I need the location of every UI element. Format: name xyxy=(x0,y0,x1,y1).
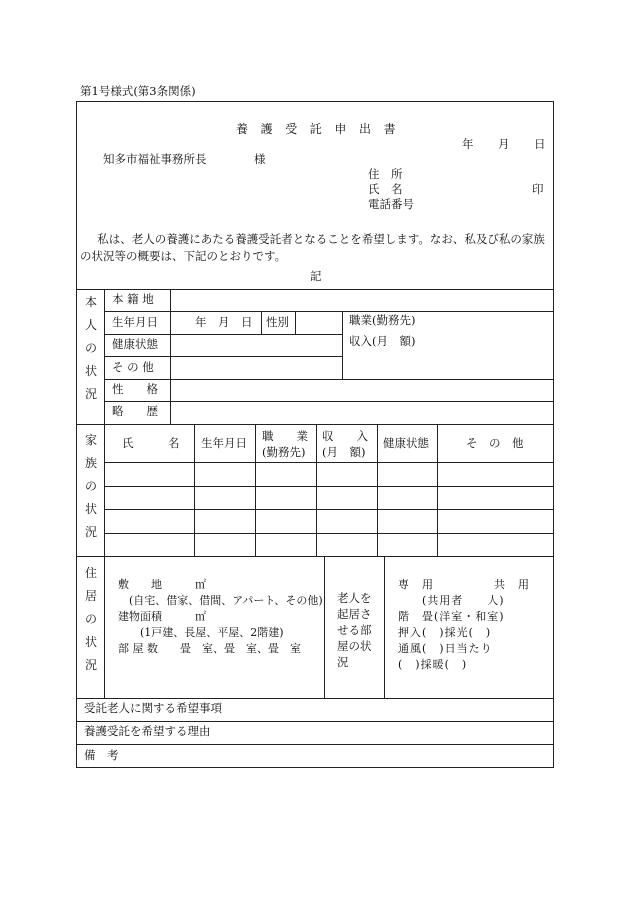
other-label: そ の 他 xyxy=(112,360,154,374)
date-year: 年 xyxy=(462,137,474,151)
birth-ymd: 年 月 日 xyxy=(195,315,253,329)
addressee: 知多市福祉事務所長 xyxy=(103,152,207,166)
birthdate-label: 生年月日 xyxy=(112,315,158,329)
family-health-header: 健康状態 xyxy=(383,436,429,450)
domicile-label: 本 籍 地 xyxy=(112,292,154,306)
date-day: 日 xyxy=(534,137,546,151)
family-income-header-1: 収 入 xyxy=(322,429,368,443)
applicant-phone-label: 電話番号 xyxy=(368,197,414,211)
family-other-header: そ の 他 xyxy=(466,436,524,450)
family-section-label: 家 族 の 状 況 xyxy=(84,433,97,539)
applicant-name-label: 氏 名 xyxy=(368,182,403,196)
occupation-label: 職業(勤務先) xyxy=(349,313,416,327)
family-income-header-2: (月 額) xyxy=(322,445,366,459)
ki-mark: 記 xyxy=(310,269,322,283)
statement: 私は、老人の養護にあたる養護受託者となることを希望します。なお、私及び私の家族の状況等の概要は、下記のとおりです。 xyxy=(80,232,545,263)
applicant-address-label: 住 所 xyxy=(368,167,403,181)
page-title: 養護受託申出書 xyxy=(236,122,409,136)
date-month: 月 xyxy=(498,137,510,151)
family-occupation-header-1: 職 業 xyxy=(262,429,308,443)
reason-label: 養護受託を希望する理由 xyxy=(84,724,211,738)
remarks-label: 備 考 xyxy=(84,748,119,762)
wishes-label: 受託老人に関する希望事項 xyxy=(84,701,222,715)
family-occupation-header-2: (勤務先) xyxy=(262,445,306,459)
family-name-header: 氏 名 xyxy=(122,436,180,450)
family-birthdate-header: 生年月日 xyxy=(201,436,247,450)
form-number: 第1号様式(第3条関係) xyxy=(80,84,196,98)
honorific: 様 xyxy=(254,152,266,166)
sex-label: 性別 xyxy=(266,315,289,329)
housing-section-label: 住 居 の 状 況 xyxy=(84,566,97,672)
history-label: 略 歴 xyxy=(112,404,158,418)
health-label: 健康状態 xyxy=(112,337,158,351)
seal-mark: 印 xyxy=(532,182,544,196)
room-label: 老人を 起居さ せる部 屋の状 況 xyxy=(337,591,372,669)
personality-label: 性 格 xyxy=(112,382,158,396)
room-details: 専 用 共 用 (共用者 人) 階 畳(洋室・和室) 押入( )採光( ) 通風( )日当たり ( )採暖( ) xyxy=(398,578,530,671)
income-label: 収入(月 額) xyxy=(349,334,416,348)
self-section-label: 本 人 の 状 況 xyxy=(84,295,97,401)
housing-details: 敷 地 ㎡ (自宅、借家、借間、アパート、その他) 建物面積 ㎡ (1戸建、長屋、平屋、2階建) 部 屋 数 畳 室、畳 室、畳 室 xyxy=(118,578,323,655)
